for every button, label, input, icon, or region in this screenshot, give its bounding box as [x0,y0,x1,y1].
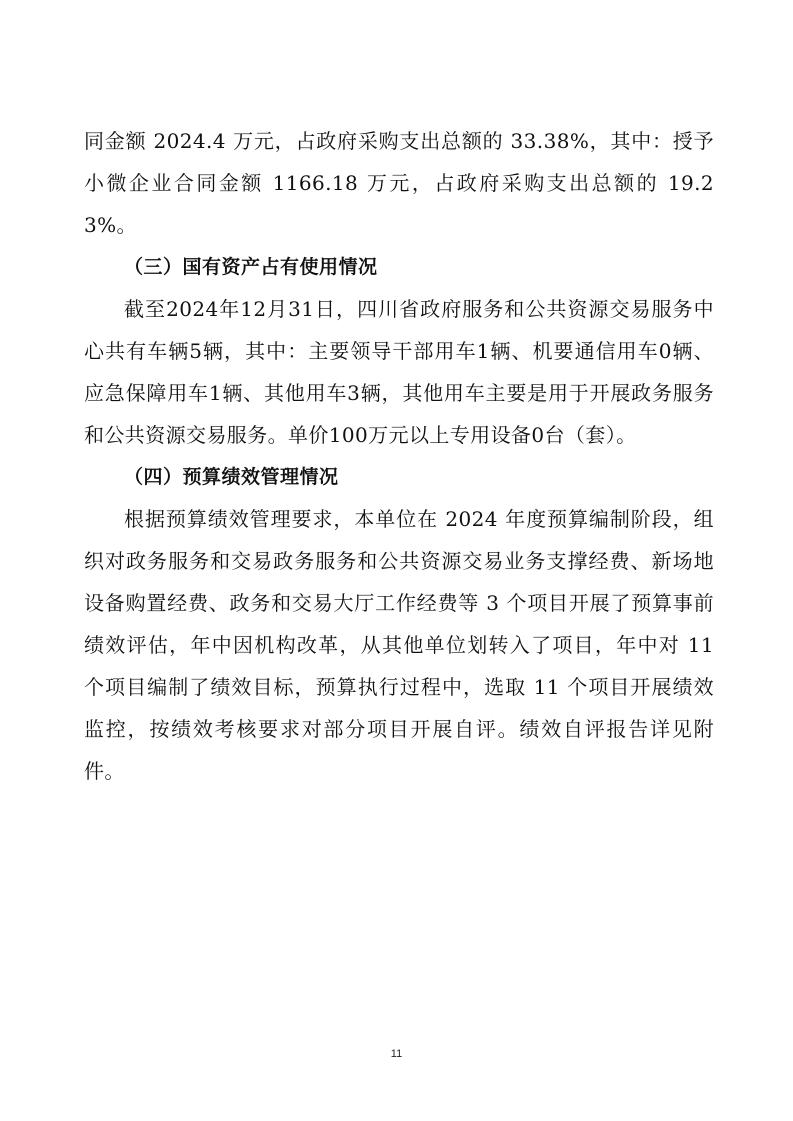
paragraph-performance-evaluation: 根据预算绩效管理要求，本单位在 2024 年度预算编制阶段，组织对政务服务和交易政务服务和公共资源交易业务支撑经费、新场地设备购置经费、政务和交易大厅工作经费等 3 个项目开展了预算事前绩效评估，年中因机构改革，从其他单位划转入了项目，年中对 11 个项目编制了绩效目标，预算执行过程中，选取 11 个项目开展绩效监控，按绩效考核要求对部分项目开展自评。绩效自评报告详见附件。 [84,507,714,783]
section-heading-state-assets: （三）国有资产占有使用情况 [124,256,378,278]
document-body [84,120,714,792]
page-number: 11 [390,1048,403,1060]
paragraph-procurement-amount: 同金额 2024.4 万元，占政府采购支出总额的 33.38%，其中：授予小微企业合同金额 1166.18 万元，占政府采购支出总额的 19.23%。 [84,129,714,237]
section-heading-performance-management: （四）预算绩效管理情况 [124,466,339,488]
paragraph-vehicles: 截至2024年12月31日，四川省政府服务和公共资源交易服务中心共有车辆5辆，其中：主要领导干部用车1辆、机要通信用车0辆、应急保障用车1辆、其他用车3辆，其他用车主要是用于开展政务服务和公共资源交易服务。单价100万元以上专用设备0台（套）。 [84,297,714,447]
